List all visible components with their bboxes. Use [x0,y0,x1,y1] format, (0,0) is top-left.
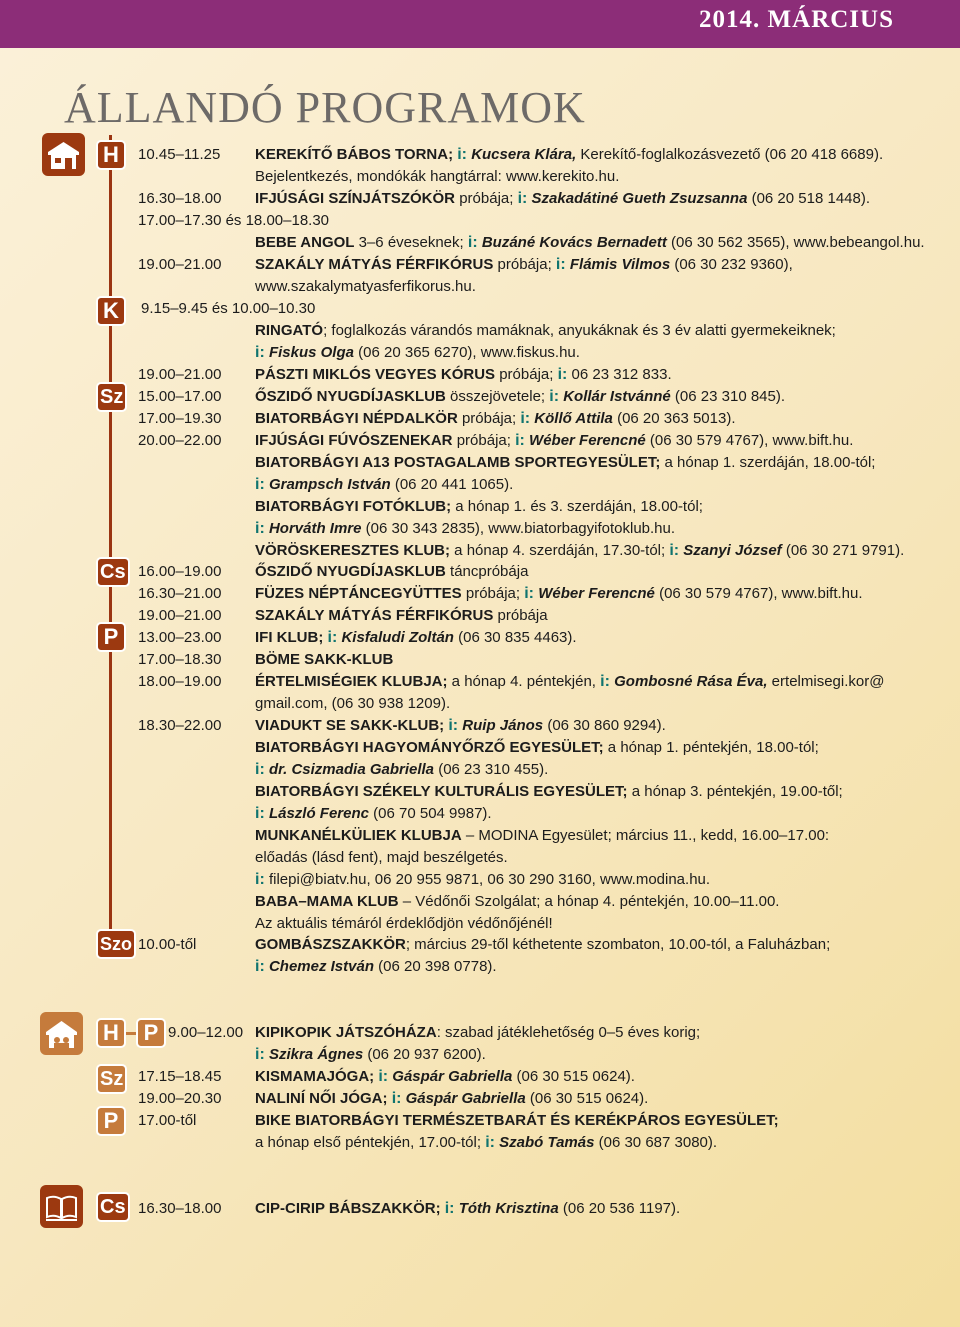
program-note: i: Chemez István (06 20 398 0778). [255,958,497,975]
program-note: i: dr. Csizmadia Gabriella (06 23 310 455). [255,761,549,778]
program-note: előadás (lásd fent), majd beszélgetés. [255,849,508,866]
time-label: 16.30–21.00 [138,585,222,602]
program-entry: PÁSZTI MIKLÓS VEGYES KÓRUS próbája; i: 06 23 312 833. [255,366,672,383]
program-entry: RINGATÓ; foglalkozás várandós mamáknak, anyukáknak és 3 év alatti gyermekeiknek; [255,322,836,339]
day-badge-cs: Cs [96,557,130,587]
day-badge-cs: Cs [96,1192,130,1222]
program-entry: BIATORBÁGYI SZÉKELY KULTURÁLIS EGYESÜLET; a hónap 3. péntekjén, 19.00-től; [255,783,843,800]
time-label: 16.30–18.00 [138,1200,222,1217]
program-entry: SZAKÁLY MÁTYÁS FÉRFIKÓRUS próbája [255,607,548,624]
program-entry: KISMAMAJÓGA; i: Gáspár Gabriella (06 30 515 0624). [255,1068,635,1085]
program-entry: ŐSZIDŐ NYUGDÍJASKLUB összejövetele; i: Kollár Istvánné (06 23 310 845). [255,388,786,405]
program-entry: IFI KLUB; i: Kisfaludi Zoltán (06 30 835 4463). [255,629,577,646]
program-note: Az aktuális témáról érdeklődjön védőnőjénél! [255,915,553,932]
time-label: 17.00-től [138,1112,197,1129]
time-label: 17.15–18.45 [138,1068,222,1085]
program-entry: NALINÍ NŐI JÓGA; i: Gáspár Gabriella (06 30 515 0624). [255,1090,649,1107]
day-badge-p: P [96,1106,126,1136]
program-entry: ŐSZIDŐ NYUGDÍJASKLUB táncpróbája [255,563,529,580]
header-month: 2014. MÁRCIUS [699,6,894,33]
header-bar [0,0,960,48]
day-timeline [109,135,112,951]
time-label: 17.00–17.30 és 18.00–18.30 [138,212,330,229]
program-entry: BÖME SAKK-KLUB [255,651,394,668]
time-label: 10.00-től [138,936,197,953]
time-label: 20.00–22.00 [138,432,222,449]
program-entry: CIP-CIRIP BÁBSZAKKÖR; i: Tóth Krisztina (06 20 536 1197). [255,1200,681,1217]
page-title: ÁLLANDÓ PROGRAMOK [64,83,586,132]
time-label: 19.00–21.00 [138,256,222,273]
program-entry: VIADUKT SE SAKK-KLUB; i: Ruip János (06 30 860 9294). [255,717,666,734]
program-entry: BIATORBÁGYI NÉPDALKÖR próbája; i: Köllő Attila (06 20 363 5013). [255,410,736,427]
time-label: 18.30–22.00 [138,717,222,734]
program-entry: BABA–MAMA KLUB – Védőnői Szolgálat; a hónap 4. péntekjén, 10.00–11.00. [255,893,780,910]
program-note: www.szakalymatyasferfikorus.hu. [255,278,476,295]
program-note: i: Szikra Ágnes (06 20 937 6200). [255,1046,486,1063]
program-entry: ÉRTELMISÉGIEK KLUBJA; a hónap 4. péntekjén, i: Gombosné Rása Éva, ertelmisegi.kor@ [255,673,885,690]
program-entry: SZAKÁLY MÁTYÁS FÉRFIKÓRUS próbája; i: Flámis Vilmos (06 30 232 9360), [255,256,793,273]
day-range-connector [126,1032,136,1035]
program-entry: BEBE ANGOL 3–6 éveseknek; i: Buzáné Kovács Bernadett (06 30 562 3565), www.bebeangol.hu. [255,234,925,251]
program-note: i: Horváth Imre (06 30 343 2835), www.biatorbagyifotoklub.hu. [255,520,676,537]
program-entry: BIKE BIATORBÁGYI TERMÉSZETBARÁT ÉS KERÉKPÁROS EGYESÜLET; [255,1112,779,1129]
program-entry: IFJÚSÁGI FÚVÓSZENEKAR próbája; i: Wéber Ferencné (06 30 579 4767), www.bift.hu. [255,432,854,449]
time-label: 19.00–21.00 [138,366,222,383]
program-note: i: Fiskus Olga (06 20 365 6270), www.fiskus.hu. [255,344,580,361]
time-label: 13.00–23.00 [138,629,222,646]
program-note: a hónap első péntekjén, 17.00-tól; i: Szabó Tamás (06 30 687 3080). [255,1134,718,1151]
day-badge-k: K [96,296,126,326]
day-badge-sz: Sz [96,382,127,412]
time-label: 19.00–21.00 [138,607,222,624]
program-note: i: László Ferenc (06 70 504 9987). [255,805,492,822]
time-label: 19.00–20.30 [138,1090,222,1107]
book-icon [40,1185,83,1228]
time-label: 16.00–19.00 [138,563,222,580]
time-label: 17.00–18.30 [138,651,222,668]
day-badge-sz: Sz [96,1064,127,1094]
program-entry: BIATORBÁGYI A13 POSTAGALAMB SPORTEGYESÜLET; a hónap 1. szerdáján, 18.00-tól; [255,454,876,471]
time-label: 17.00–19.30 [138,410,222,427]
time-label: 9.15–9.45 és 10.00–10.30 [141,300,316,317]
day-badge-h: H [96,1018,126,1048]
program-entry: BIATORBÁGYI HAGYOMÁNYŐRZŐ EGYESÜLET; a hónap 1. péntekjén, 18.00-tól; [255,739,819,756]
time-label: 9.00–12.00 [168,1024,244,1041]
program-entry: KIPIKOPIK JÁTSZÓHÁZA: szabad játéklehetőség 0–5 éves korig; [255,1024,701,1041]
family-house-icon [40,1012,83,1055]
program-note: i: filepi@biatv.hu, 06 20 955 9871, 06 30 290 3160, www.modina.hu. [255,871,711,888]
program-entry: FÜZES NÉPTÁNCEGYÜTTES próbája; i: Wéber Ferencné (06 30 579 4767), www.bift.hu. [255,585,863,602]
program-entry: KEREKÍTŐ BÁBOS TORNA; i: Kucsera Klára, Kerekítő-foglalkozásvezető (06 20 418 6689). [255,146,884,163]
time-label: 10.45–11.25 [138,146,221,163]
program-entry: IFJÚSÁGI SZÍNJÁTSZÓKÖR próbája; i: Szakadátiné Gueth Zsuzsanna (06 20 518 1448). [255,190,871,207]
program-entry: GOMBÁSZSZAKKÖR; március 29-től kéthetente szombaton, 10.00-tól, a Faluházban; [255,936,831,953]
time-label: 16.30–18.00 [138,190,222,207]
program-note: i: Grampsch István (06 20 441 1065). [255,476,514,493]
time-label: 18.00–19.00 [138,673,222,690]
program-entry: BIATORBÁGYI FOTÓKLUB; a hónap 1. és 3. szerdáján, 18.00-tól; [255,498,703,515]
program-entry: VÖRÖSKERESZTES KLUB; a hónap 4. szerdáján, 17.30-tól; i: Szanyi József (06 30 271 9791). [255,542,905,559]
day-badge-szo: Szo [96,929,136,959]
house-icon [42,133,85,176]
day-badge-h: H [96,140,126,170]
time-label: 15.00–17.00 [138,388,222,405]
program-note: gmail.com, (06 30 938 1209). [255,695,451,712]
program-note: Bejelentkezés, mondókák hangtárral: www.kerekito.hu. [255,168,620,185]
day-badge-p: P [136,1018,166,1048]
day-badge-p: P [96,622,126,652]
program-entry: MUNKANÉLKÜLIEK KLUBJA – MODINA Egyesület; március 11., kedd, 16.00–17.00: [255,827,830,844]
